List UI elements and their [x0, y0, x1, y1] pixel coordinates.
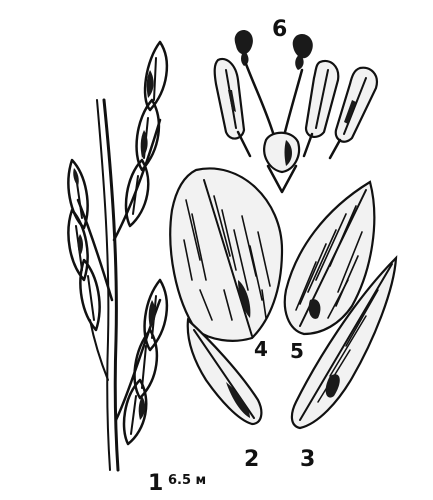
label-3: 3 [300, 447, 316, 472]
label-2: 2 [244, 447, 260, 472]
spikelet-cluster-bottom [124, 280, 167, 444]
label-4: 4 [254, 337, 268, 361]
label-1: 1 [148, 471, 164, 496]
lemma-figure [170, 168, 282, 340]
panicle-branch [78, 100, 160, 470]
label-5: 5 [290, 339, 304, 363]
scale-label: 6.5 м [168, 473, 207, 488]
flower-figure [215, 30, 377, 192]
label-6: 6 [272, 17, 288, 42]
